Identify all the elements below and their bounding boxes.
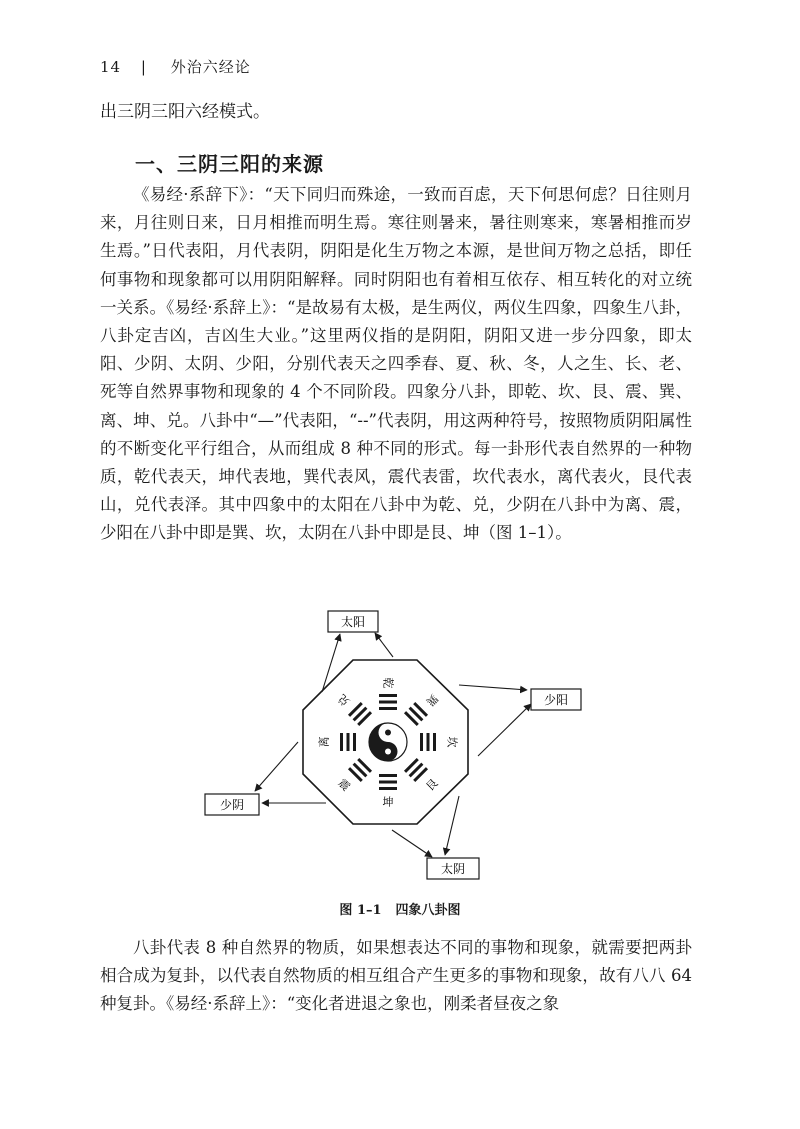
arrow-kan-to-shaoyang bbox=[478, 704, 531, 756]
trigram-qian-symbol bbox=[379, 694, 397, 710]
trigram-zhen-label: 震 bbox=[335, 776, 353, 794]
lead-line: 出三阴三阳六经模式。 bbox=[100, 102, 270, 122]
trigram-kun-symbol bbox=[379, 774, 397, 790]
trigram-dui-label: 兑 bbox=[335, 691, 353, 709]
trigram-kan-symbol bbox=[420, 733, 436, 751]
arrow-gen-to-taiyin bbox=[445, 796, 459, 855]
trigram-gen-symbol bbox=[404, 758, 428, 782]
box-shaoyin-left-label: 少阴 bbox=[219, 798, 245, 812]
arrow-kun-to-taiyin bbox=[392, 830, 432, 857]
box-taiyin-bottom-label: 太阴 bbox=[440, 862, 466, 876]
arrow-xun-to-shaoyang bbox=[459, 685, 527, 690]
page-number: 14 bbox=[100, 58, 122, 76]
book-title: 外治六经论 bbox=[170, 58, 251, 76]
trigram-zhen-symbol bbox=[348, 758, 372, 782]
arrow-qian-to-taiyang bbox=[375, 633, 393, 657]
trigram-kan-label: 坎 bbox=[445, 736, 459, 748]
arrow-li-to-shaoyin bbox=[255, 742, 298, 791]
box-shaoyang-right bbox=[531, 689, 581, 710]
body-paragraph-2: 八卦代表 8 种自然界的物质，如果想表达不同的事物和现象，就需要把两卦相合成为复卦，以代表自然物质的相互组合产生更多的事物和现象，故有八八 64 种复卦。《易经·系辞上》：“变化者进退之象也，刚柔者昼夜之象 bbox=[100, 938, 692, 1014]
header-separator: | bbox=[140, 58, 147, 76]
figure-number: 图 1–1 bbox=[339, 903, 382, 918]
box-taiyin-bottom bbox=[427, 858, 479, 879]
taiji-icon bbox=[369, 723, 407, 761]
trigram-qian-label: 乾 bbox=[381, 677, 395, 689]
arrow-dui-to-taiyang bbox=[322, 634, 340, 692]
body-paragraph-1: 《易经·系辞下》：“天下同归而殊途，一致而百虑，天下何思何虑？日往则月来，月往则日来，日月相推而明生焉。寒往则暑来，暑往则寒来，寒暑相推而岁生焉。”日代表阳，月代表阴，阴阳是化生万物之本源，是世间万物之总括，即任何事物和现象都可以用阴阳解释。同时阴阳也有着相互依存、相互转化的对立统一关系。《易经·系辞上》：“是故易有太极，是生两仪，两仪生四象，四象生八卦，八卦定吉凶，吉凶生大业。”这里两仪指的是阴阳，阴阳又进一步分四象，即太阳、少阴、太阴、少阳，分别代表天之四季春、夏、秋、冬，人之生、长、老、死等自然界事物和现象的 4 个不同阶段。四象分八卦，即乾、坎、艮、震、巽、离、坤、兑。八卦中“—”代表阳，“--”代表阴，用这两种符号，按照物质阴阳属性的不断变化平行组合，从而组成 8 种不同的形式。每一卦形代表自然界的一种物质，乾代表天，坤代表地，巽代表风，震代表雷，坎代表水，离代表火，艮代表山，兑代表泽。其中四象中的太阳在八卦中为乾、兑，少阴在八卦中为离、震，少阳在八卦中即是巽、坎，太阴在八卦中即是艮、坤（图 1–1）。 bbox=[100, 185, 692, 543]
box-shaoyang-right-label: 少阳 bbox=[543, 693, 569, 707]
trigram-xun-symbol bbox=[404, 702, 428, 726]
trigram-li-symbol bbox=[340, 733, 356, 751]
section-heading: 一、三阴三阳的来源 bbox=[135, 152, 324, 176]
figure-caption bbox=[0, 899, 800, 918]
figure-title: 四象八卦图 bbox=[395, 903, 461, 918]
box-shaoyin-left bbox=[205, 794, 259, 815]
box-taiyang-top-label: 太阳 bbox=[340, 615, 366, 629]
trigram-dui-symbol bbox=[348, 702, 372, 726]
trigram-li-label: 离 bbox=[317, 736, 331, 748]
box-taiyang-top bbox=[328, 611, 378, 632]
trigram-xun-label: 巽 bbox=[423, 691, 441, 709]
trigram-gen-label: 艮 bbox=[423, 776, 441, 794]
trigram-kun-label: 坤 bbox=[382, 795, 394, 809]
